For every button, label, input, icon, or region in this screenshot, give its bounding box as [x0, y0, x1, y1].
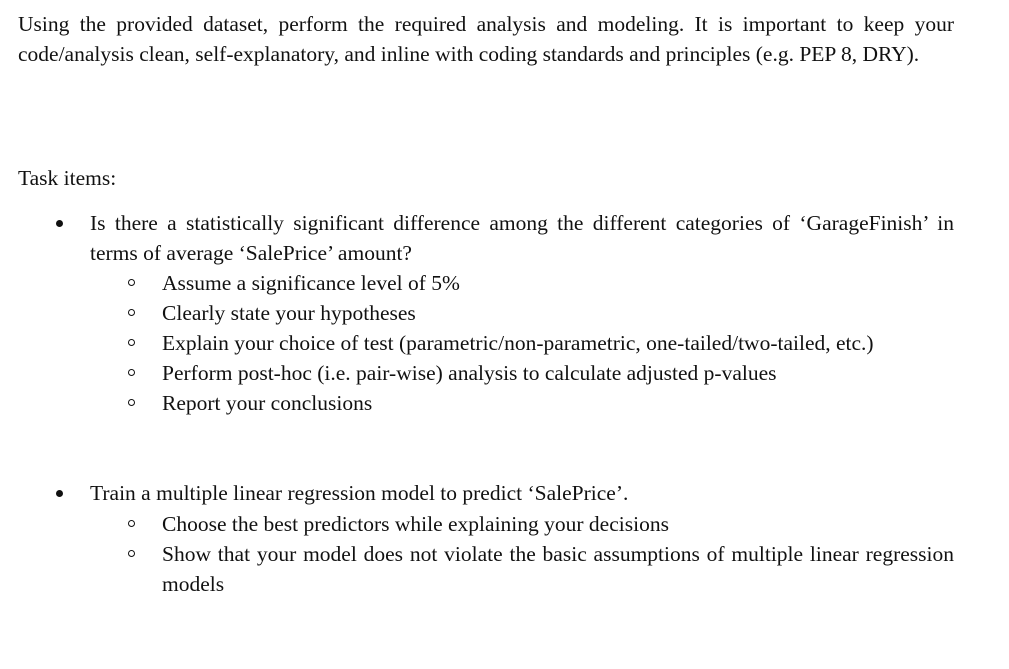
sub-list-item	[18, 509, 954, 539]
sub-list-item	[18, 268, 954, 298]
hollow-bullet-icon	[128, 550, 135, 557]
sub-list-item	[18, 388, 954, 418]
sub-list-item	[18, 358, 954, 388]
sub-item-text: Show that your model does not violate the basic assumptions of multiple linear regression models	[162, 541, 954, 596]
sub-item-text: Clearly state your hypotheses	[162, 301, 416, 325]
hollow-bullet-icon	[128, 279, 135, 286]
sub-list-item	[18, 298, 954, 328]
sub-item-text: Choose the best predictors while explaining your decisions	[162, 511, 669, 536]
bullet-item-regression	[18, 479, 954, 599]
hollow-bullet-icon	[128, 399, 135, 406]
task-items-heading: Task items:	[18, 166, 117, 190]
hollow-bullet-icon	[128, 369, 135, 376]
hollow-bullet-icon	[128, 339, 135, 346]
bullet-text: Is there a statistically significant difference among the different categories of ‘GarageFinish’ in terms of average ‘SalePrice’ amount?	[90, 211, 954, 265]
document-page	[18, 10, 954, 596]
sub-item-text: Report your conclusions	[162, 391, 373, 415]
sub-list-item	[18, 328, 954, 358]
bullet-icon	[56, 220, 63, 227]
sub-item-text: Perform post-hoc (i.e. pair-wise) analysis to calculate adjusted p-values	[162, 361, 777, 385]
sub-list	[18, 268, 954, 418]
sub-list-item	[18, 539, 954, 599]
sub-item-text: Explain your choice of test (parametric/non-parametric, one-tailed/two-tailed, etc.)	[162, 331, 874, 355]
bullet-item-garagefinish	[18, 209, 954, 418]
intro-paragraph: Using the provided dataset, perform the required analysis and modeling. It is important to keep your code/analysis clean, self-explanatory, and inline with coding standards and principles (e.g. PEP 8, DRY).	[18, 12, 954, 66]
bullet-text: Train a multiple linear regression model to predict ‘SalePrice’.	[90, 481, 629, 505]
bullet-icon	[56, 490, 63, 497]
sub-item-text: Assume a significance level of 5%	[162, 271, 460, 295]
hollow-bullet-icon	[128, 520, 135, 527]
sub-list	[18, 509, 954, 599]
hollow-bullet-icon	[128, 309, 135, 316]
